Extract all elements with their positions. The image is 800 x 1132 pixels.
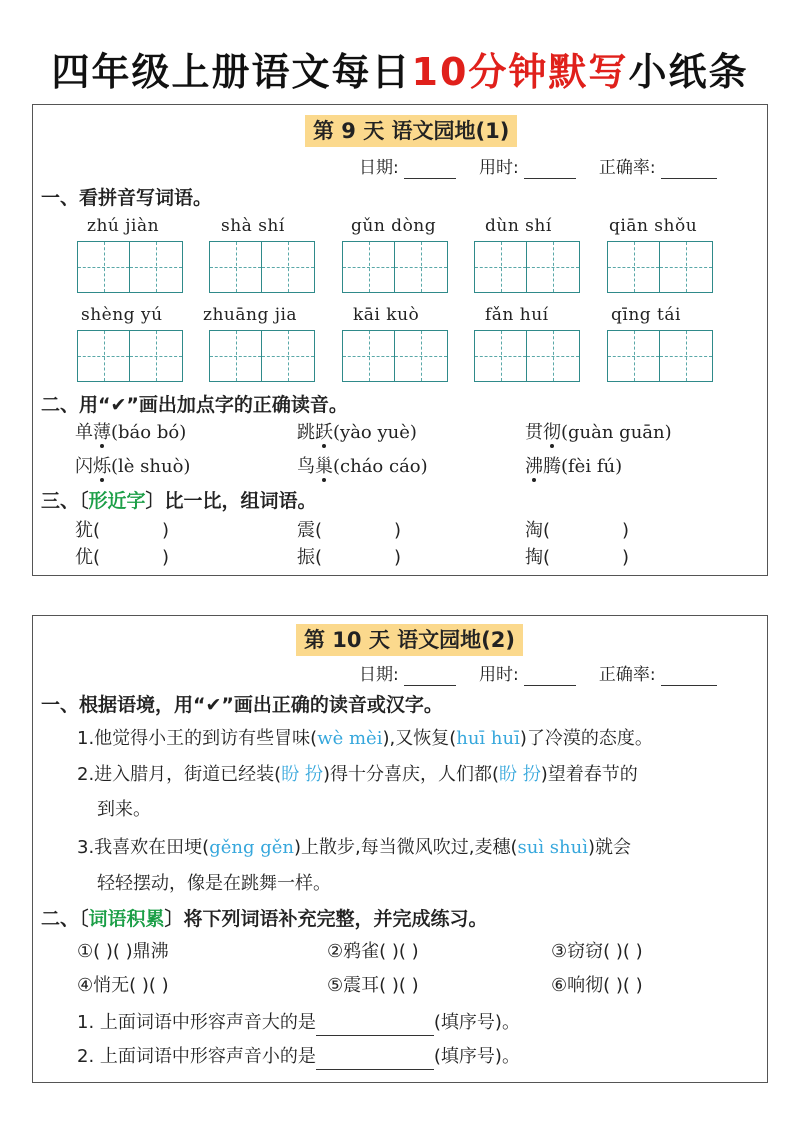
writing-grid[interactable]	[607, 330, 713, 382]
writing-grid[interactable]	[209, 330, 315, 382]
accuracy-label: 正确率:	[598, 158, 656, 178]
choice-options[interactable]: wè mèi	[317, 728, 383, 749]
pinyin-label: dùn shí	[485, 216, 552, 236]
date-label: 日期:	[359, 158, 399, 178]
idiom-fill-2[interactable]: ②鸦雀( )( )	[327, 941, 419, 962]
time-label: 用时:	[478, 665, 519, 685]
category-tag: 形近字	[88, 490, 146, 512]
answer-blank[interactable]	[316, 1050, 434, 1070]
date-label: 日期:	[359, 665, 399, 685]
idiom-fill-6[interactable]: ⑥响彻( )( )	[551, 975, 643, 996]
dotted-char: 跃	[315, 422, 333, 443]
sentence-3: 3.我喜欢在田埂(gěng gěn)上散步,每当微风吹过,麦穗(suì shuì)就会	[77, 837, 632, 858]
date-field[interactable]	[404, 159, 456, 179]
writing-grid[interactable]	[209, 241, 315, 293]
day10-section1-title: 一、根据语境，用“✔”画出正确的读音或汉字。	[41, 694, 443, 716]
reading-item: 单薄(báo bó)	[75, 422, 187, 443]
pinyin-label: qīng tái	[611, 305, 681, 325]
sentence-1: 1.他觉得小王的到访有些冒味(wè mèi),又恢复(huī huī)了冷漠的态度。	[77, 728, 653, 749]
pinyin-label: fǎn huí	[485, 305, 549, 325]
answer-blank[interactable]	[316, 1016, 434, 1036]
day9-section3-title: 三、〔形近字〕比一比，组词语。	[41, 490, 317, 512]
title-part1: 四年级上册语文每日	[51, 50, 412, 94]
dotted-char: 巢	[315, 456, 333, 477]
reading-item: 沸腾(fèi fú)	[525, 456, 623, 477]
writing-grid[interactable]	[342, 330, 448, 382]
question-1: 1. 上面词语中形容声音大的是 (填序号)。	[77, 1010, 520, 1036]
reading-item: 鸟巢(cháo cáo)	[297, 456, 428, 477]
word-fill[interactable]: 掏( )	[525, 547, 630, 568]
day9-card	[32, 104, 768, 576]
sentence-2-cont: 到来。	[97, 799, 151, 820]
writing-grid[interactable]	[474, 241, 580, 293]
dotted-char: 彻	[543, 422, 561, 443]
pinyin-label: shèng yú	[81, 305, 163, 325]
choice-options[interactable]: 盼 扮	[498, 764, 541, 785]
reading-item: 闪烁(lè shuò)	[75, 456, 191, 477]
writing-grid[interactable]	[607, 241, 713, 293]
day9-meta-row	[359, 157, 717, 179]
choice-options[interactable]: 盼 扮	[281, 764, 323, 785]
reading-item: 跳跃(yào yuè)	[297, 422, 417, 443]
idiom-fill-5[interactable]: ⑤震耳( )( )	[327, 975, 419, 996]
category-tag: 词语积累	[88, 908, 165, 930]
day9-section1-title: 一、看拼音写词语。	[41, 187, 213, 209]
reading-options[interactable]: (guàn guān)	[561, 422, 672, 443]
dotted-char: 薄	[93, 422, 111, 443]
idiom-fill-3[interactable]: ③窃窃( )( )	[551, 941, 643, 962]
page-title	[0, 44, 800, 100]
title-part2: 小纸条	[628, 50, 749, 94]
accuracy-field[interactable]	[661, 159, 717, 179]
time-field[interactable]	[524, 666, 576, 686]
pinyin-label: qiān shǒu	[609, 216, 698, 236]
word-fill[interactable]: 优( )	[75, 547, 170, 568]
accuracy-label: 正确率:	[598, 665, 656, 685]
reading-options[interactable]: (yào yuè)	[333, 422, 417, 443]
reading-options[interactable]: (fèi fú)	[561, 456, 623, 477]
writing-grid[interactable]	[474, 330, 580, 382]
choice-options[interactable]: suì shuì	[517, 837, 588, 858]
idiom-fill-1[interactable]: ①( )( )鼎沸	[77, 941, 169, 962]
accuracy-field[interactable]	[661, 666, 717, 686]
title-highlight: 10分钟默写	[411, 50, 629, 94]
pinyin-label: kāi kuò	[353, 305, 420, 325]
sentence-2: 2.进入腊月，街道已经装(盼 扮)得十分喜庆，人们都(盼 扮)望着春节的	[77, 764, 638, 785]
date-field[interactable]	[404, 666, 456, 686]
word-fill[interactable]: 震( )	[297, 520, 402, 541]
pinyin-label: zhuāng jia	[203, 305, 298, 325]
writing-grid[interactable]	[342, 241, 448, 293]
day9-title: 第 9 天 语文园地(1)	[305, 115, 517, 147]
sentence-3-cont: 轻轻摆动，像是在跳舞一样。	[97, 873, 331, 894]
word-fill[interactable]: 淘( )	[525, 520, 630, 541]
pinyin-label: shà shí	[221, 216, 285, 236]
day10-section2-title: 二、〔词语积累〕将下列词语补充完整，并完成练习。	[41, 908, 488, 930]
time-field[interactable]	[524, 159, 576, 179]
reading-options[interactable]: (cháo cáo)	[333, 456, 428, 477]
question-2: 2. 上面词语中形容声音小的是 (填序号)。	[77, 1044, 520, 1070]
day10-title: 第 10 天 语文园地(2)	[296, 624, 523, 656]
choice-options[interactable]: huī huī	[456, 728, 520, 749]
idiom-fill-4[interactable]: ④悄无( )( )	[77, 975, 169, 996]
day9-section2-title: 二、用“✔”画出加点字的正确读音。	[41, 394, 348, 416]
time-label: 用时:	[478, 158, 519, 178]
reading-options[interactable]: (lè shuò)	[111, 456, 191, 477]
dotted-char: 烁	[93, 456, 111, 477]
pinyin-label: zhú jiàn	[87, 216, 160, 236]
day10-meta-row	[359, 664, 717, 686]
day10-card	[32, 615, 768, 1083]
pinyin-label: gǔn dòng	[351, 216, 437, 236]
reading-item: 贯彻(guàn guān)	[525, 422, 672, 443]
dotted-char: 沸	[525, 456, 543, 477]
word-fill[interactable]: 犹( )	[75, 520, 170, 541]
word-fill[interactable]: 振( )	[297, 547, 402, 568]
choice-options[interactable]: gěng gěn	[209, 837, 294, 858]
writing-grid[interactable]	[77, 330, 183, 382]
reading-options[interactable]: (báo bó)	[111, 422, 187, 443]
writing-grid[interactable]	[77, 241, 183, 293]
